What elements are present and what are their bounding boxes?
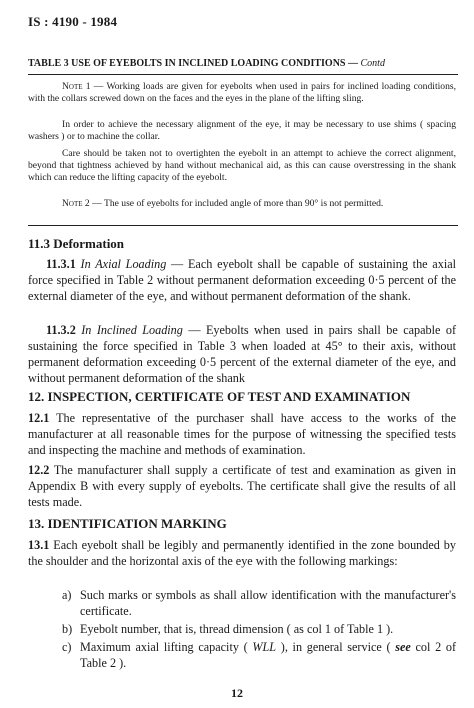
clause-12-2 — [28, 462, 456, 510]
table-3-contd: Contd — [360, 58, 385, 69]
clause-13-1-number: 13.1 — [28, 538, 50, 552]
clause-13-1-text: Each eyebolt shall be legibly and permanently identified in the zone bounded by the shoulder and the horizontal axis of the eye with the following markings: — [28, 538, 456, 568]
list-item-c-text — [80, 639, 456, 671]
list-item-a-text: Such marks or symbols as shall allow identification with the manufacturer's certificate. — [80, 588, 456, 618]
list-item-c-text-a: Maximum axial lifting capacity ( — [80, 640, 253, 654]
note-2-text: The use of eyebolts for included angle of more than 90° is not permitted. — [101, 198, 384, 209]
table-3-title-text: TABLE 3 USE OF EYEBOLTS IN INCLINED LOADING CONDITIONS — — [28, 58, 361, 69]
list-item-a-label: a) — [62, 588, 72, 602]
table-3-title — [28, 58, 456, 69]
clause-11-3-2-number: 11.3.2 — [46, 323, 76, 337]
clause-13-1 — [28, 537, 456, 569]
note-para-a-text: In order to achieve the necessary alignment of the eye, it may be necessary to use shims ( spacing washers ) or to machine the collar. — [28, 119, 456, 142]
list-item-c-see: see — [395, 640, 411, 654]
clause-11-3-1 — [28, 256, 456, 304]
clause-11-3-2 — [28, 322, 456, 386]
list-item-c-text-b: ), in general service ( — [276, 640, 396, 654]
table-top-rule — [28, 74, 458, 75]
table-note-para-b — [28, 148, 456, 184]
clause-12-2-number: 12.2 — [28, 463, 50, 477]
list-item-c-wll: WLL — [252, 640, 277, 654]
note-2-label: Note 2 — — [62, 198, 102, 209]
page-number: 12 — [231, 686, 243, 700]
note-1-text: Working loads are given for eyebolts when used in pairs for inclined loading conditions, with the collars screwed down on the faces and the eyes in the plane of the lifting sling. — [28, 81, 456, 104]
list-item-c — [28, 639, 456, 671]
list-item-b — [28, 621, 456, 637]
list-item-a — [28, 587, 456, 619]
clause-12-2-text: The manufacturer shall supply a certificate of test and examination as given in Appendix B with every supply of eyebolts. The certificate shall give the results of all tests made. — [28, 463, 456, 509]
section-11-3-heading: 11.3 Deformation — [28, 236, 125, 251]
clause-11-3-1-text: — Each eyebolt shall be capable of sustaining the axial force specified in Table 2 without permanent deformation exceeding 0·5 percent of the external diameter of the eye, and without permanent deformation of the shank. — [28, 257, 456, 303]
standard-header: IS : 4190 - 1984 — [28, 14, 118, 29]
note-para-b-text: Care should be taken not to overtighten the eyebolt in an attempt to achieve the correct alignment, beyond that tightness achieved by hand without mechanical aid, as this can cause overstressing in the shank which can reduce the lifting capacity of the eyebolt. — [28, 148, 456, 183]
clause-11-3-1-number: 11.3.1 — [46, 257, 76, 271]
list-item-c-label: c) — [62, 640, 72, 654]
table-note-2 — [28, 198, 456, 210]
clause-11-3-1-title: In Axial Loading — [80, 257, 167, 271]
list-item-b-label: b) — [62, 622, 73, 636]
table-note-1 — [28, 81, 456, 105]
list-item-b-text: Eyebolt number, that is, thread dimension ( as col 1 of Table 1 ). — [80, 622, 394, 636]
note-1-label: Note 1 — — [62, 81, 104, 92]
clause-12-1 — [28, 410, 456, 458]
clause-11-3-2-title: In Inclined Loading — [81, 323, 183, 337]
clause-12-1-text: The representative of the purchaser shall have access to the works of the manufacturer at all reasonable times for the purpose of witnessing the specified tests and inspecting the machine and methods of examination. — [28, 411, 456, 457]
clause-11-3-2-text: — Eyebolts when used in pairs shall be capable of sustaining the force specified in Table 3 when loaded at 45° to their axis, without permanent deformation exceeding 0·5 percent of the external diameter of the eye, and without permanent deformation of the shank — [28, 323, 457, 385]
list-item-c-text-c: col 2 of Table 2 ). — [80, 640, 456, 670]
section-12-heading: 12. INSPECTION, CERTIFICATE OF TEST AND EXAMINATION — [28, 389, 411, 404]
table-bottom-rule — [28, 225, 458, 226]
clause-12-1-number: 12.1 — [28, 411, 50, 425]
section-13-heading: 13. IDENTIFICATION MARKING — [28, 516, 227, 531]
table-note-para-a — [28, 119, 456, 143]
